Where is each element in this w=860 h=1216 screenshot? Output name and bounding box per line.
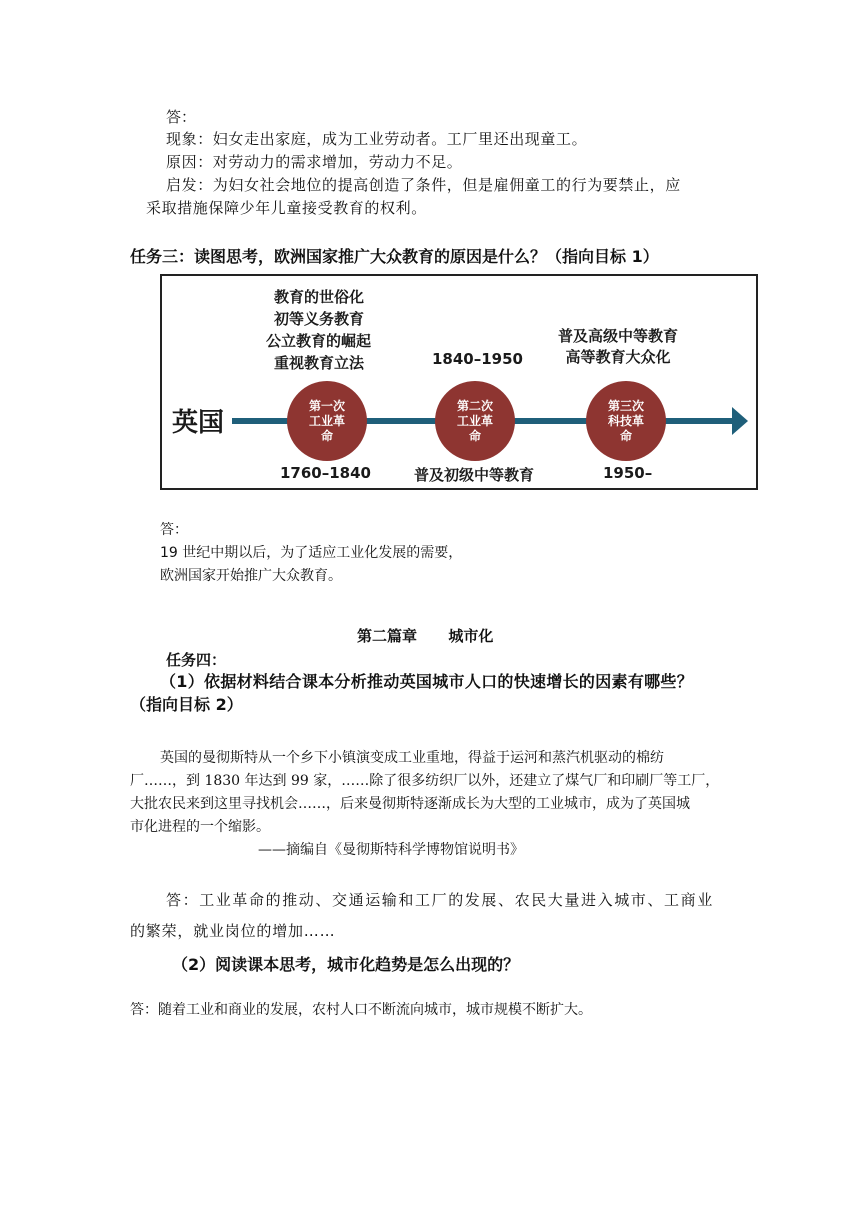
answer2: 答：随着工业和商业的发展，农村人口不断流向城市，城市规模不断扩大。 [130,1002,592,1018]
stage2-years: 1840–1950 [432,350,523,368]
cause-text: 原因：对劳动力的需求增加，劳动力不足。 [166,153,463,171]
chapter-title: 第二篇章 城市化 [357,627,494,645]
timeline-arrow-head [732,407,748,435]
phenomenon-text: 现象：妇女走出家庭，成为工业劳动者。工厂里还出现童工。 [166,130,588,148]
material-line-2: 厂……，到 1830 年达到 99 家，……除了很多纺织厂以外，还建立了煤气厂和印刷厂等工厂， [130,773,720,789]
material-line-3: 大批农民来到这里寻找机会……，后来曼彻斯特逐渐成长为大型的工业城市，成为了英国城 [130,796,690,812]
stage1-circle-line: 第一次 [308,398,345,413]
education-timeline-figure [160,274,758,490]
stage3-above-line: 高等教育大众化 [565,348,671,366]
material-line-1: 英国的曼彻斯特从一个乡下小镇演变成工业重地，得益于运河和蒸汽机驱动的棉纺 [160,750,664,766]
task4-question1-line1: （1）依据材料结合课本分析推动英国城市人口的快速增长的因素有哪些？ [160,672,694,691]
task4-label: 任务四： [166,651,227,669]
stage3-circle-line: 第三次 [607,398,644,413]
answer1-line-1: 答：工业革命的推动、交通运输和工厂的发展、农民大量进入城市、工商业 [166,891,714,909]
task4-question1-line2: （指向目标 2） [130,695,243,714]
stage3-above-line: 普及高级中等教育 [558,327,679,345]
stage3-circle-line: 命 [619,428,632,443]
stage3-circle [586,381,666,461]
answer-label: 答： [166,108,197,126]
stage2-circle-line: 第二次 [456,398,493,413]
stage2-below: 普及初级中等教育 [414,466,535,484]
section2-line-2: 欧洲国家开始推广大众教育。 [160,568,342,584]
section2-line-1: 19 世纪中期以后，为了适应工业化发展的需要， [160,545,463,561]
task4-question2: （2）阅读课本思考，城市化趋势是怎么出现的？ [172,955,520,974]
stage1-above [266,286,372,374]
material-source: ——摘编自《曼彻斯特科学博物馆说明书》 [258,842,524,858]
stage2-circle [435,381,515,461]
stage2-circle-line: 工业革 [456,413,493,428]
material-line-4: 市化进程的一个缩影。 [130,819,270,835]
answer-label-2: 答： [160,522,188,538]
task3-heading: 任务三：读图思考，欧洲国家推广大众教育的原因是什么？（指向目标 1） [130,247,659,266]
stage1-above-line: 教育的世俗化 [274,288,365,306]
country-label: 英国 [172,408,225,438]
stage1-circle [287,381,367,461]
stage1-above-line: 初等义务教育 [274,310,365,328]
stage2-circle-line: 命 [468,428,481,443]
insight-text-1: 启发：为妇女社会地位的提高创造了条件，但是雇佣童工的行为要禁止，应 [166,176,681,194]
insight-text-2: 采取措施保障少年儿童接受教育的权利。 [146,199,427,217]
stage1-above-line: 重视教育立法 [274,354,365,372]
answer1-line-2: 的繁荣，就业岗位的增加…… [130,922,336,940]
stage1-years: 1760–1840 [280,464,371,482]
stage3-years: 1950– [603,464,653,482]
stage3-above [558,326,678,368]
stage3-circle-line: 科技革 [607,413,644,428]
stage1-circle-line: 命 [320,428,333,443]
stage1-above-line: 公立教育的崛起 [266,332,372,350]
stage1-circle-line: 工业革 [308,413,345,428]
